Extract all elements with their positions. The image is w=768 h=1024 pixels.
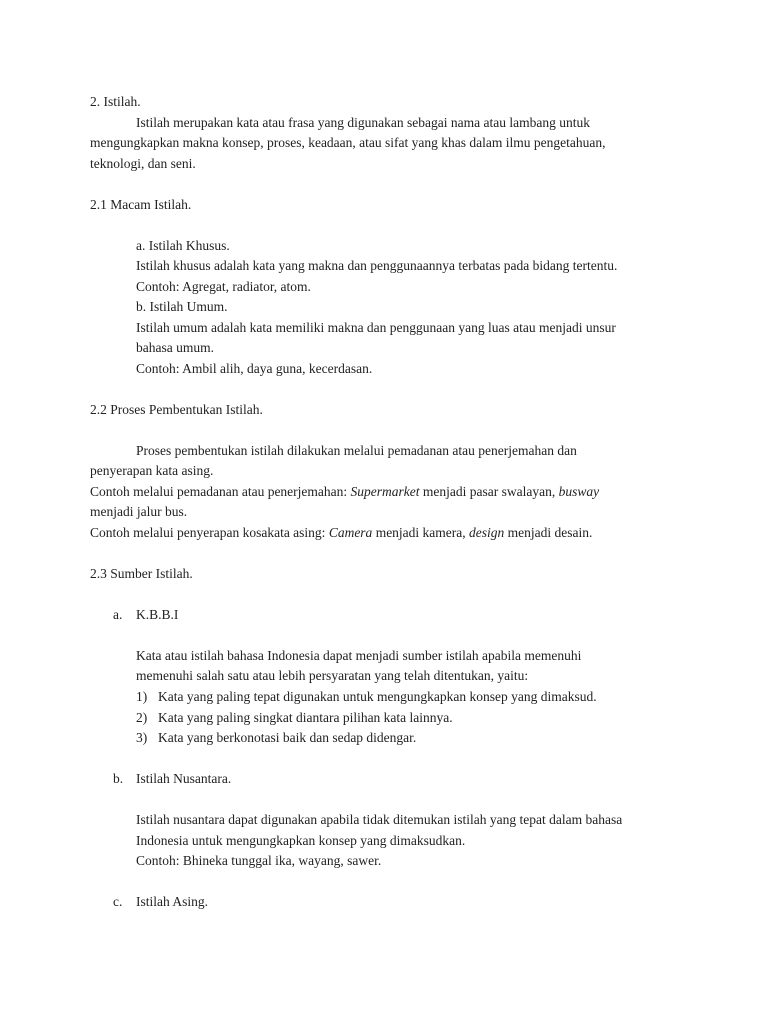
pemadanan-mid: menjadi pasar swalayan, (419, 484, 559, 499)
list-marker-b: b. (113, 771, 124, 786)
section-2-2-para-line-2: penyerapan kata asing. (90, 463, 214, 478)
section-2-para-line-2: mengungkapkan makna konsep, proses, keadaan, atau sifat yang khas dalam ilmu pengetahuan, (90, 135, 606, 150)
penyerapan-example (90, 523, 592, 543)
istilah-umum-title: b. Istilah Umum. (136, 299, 228, 314)
pemadanan-term-supermarket: Supermarket (350, 484, 420, 499)
istilah-khusus-title: a. Istilah Khusus. (136, 238, 230, 253)
section-2-1-heading: 2.1 Macam Istilah. (90, 197, 192, 212)
nusantara-para-line-2: Indonesia untuk mengungkapkan konsep yang dimaksudkan. (136, 833, 466, 848)
pemadanan-prefix: Contoh melalui pemadanan atau penerjemahan: (90, 484, 351, 499)
requirement-1-text: Kata yang paling tepat digunakan untuk mengungkapkan konsep yang dimaksud. (158, 689, 597, 704)
requirement-2-number: 2) (136, 710, 148, 725)
kbbi-para-line-1: Kata atau istilah bahasa Indonesia dapat menjadi sumber istilah apabila memenuhi (136, 648, 582, 663)
penyerapan-mid: menjadi kamera, (372, 525, 470, 540)
kbbi-para-line-2: memenuhi salah satu atau lebih persyaratan yang telah ditentukan, yaitu: (136, 668, 529, 683)
istilah-khusus-definition: Istilah khusus adalah kata yang makna dan penggunaannya terbatas pada bidang tertentu. (136, 258, 618, 273)
pemadanan-term-busway: busway (558, 484, 600, 499)
istilah-umum-definition-line-1: Istilah umum adalah kata memiliki makna dan penggunaan yang luas atau menjadi unsur (136, 320, 616, 335)
requirement-2-text: Kata yang paling singkat diantara pilihan kata lainnya. (158, 710, 453, 725)
section-2-2-para-line-1: Proses pembentukan istilah dilakukan melalui pemadanan atau penerjemahan dan (136, 443, 577, 458)
istilah-umum-example: Contoh: Ambil alih, daya guna, kecerdasan. (136, 361, 373, 376)
istilah-khusus-example: Contoh: Agregat, radiator, atom. (136, 279, 311, 294)
requirement-3-text: Kata yang berkonotasi baik dan sedap didengar. (158, 730, 417, 745)
list-marker-a: a. (113, 607, 123, 622)
pemadanan-example-line-1 (90, 482, 599, 502)
penyerapan-term-camera: Camera (328, 525, 373, 540)
penyerapan-suffix: menjadi desain. (504, 525, 593, 540)
requirement-3-number: 3) (136, 730, 148, 745)
pemadanan-example-line-2: menjadi jalur bus. (90, 504, 188, 519)
kbbi-title: K.B.B.I (136, 607, 179, 622)
asing-title: Istilah Asing. (136, 894, 209, 909)
section-2-para-line-1: Istilah merupakan kata atau frasa yang digunakan sebagai nama atau lambang untuk (136, 115, 590, 130)
nusantara-title: Istilah Nusantara. (136, 771, 232, 786)
section-2-para-line-3: teknologi, dan seni. (90, 156, 196, 171)
penyerapan-term-design: design (469, 525, 505, 540)
section-2-2-heading: 2.2 Proses Pembentukan Istilah. (90, 402, 263, 417)
section-2-heading: 2. Istilah. (90, 94, 141, 109)
nusantara-example: Contoh: Bhineka tunggal ika, wayang, sawer. (136, 853, 382, 868)
section-2-3-heading: 2.3 Sumber Istilah. (90, 566, 193, 581)
nusantara-para-line-1: Istilah nusantara dapat digunakan apabila tidak ditemukan istilah yang tepat dalam bahasa (136, 812, 623, 827)
list-marker-c: c. (113, 894, 123, 909)
istilah-umum-definition-line-2: bahasa umum. (136, 340, 214, 355)
requirement-1-number: 1) (136, 689, 148, 704)
penyerapan-prefix: Contoh melalui penyerapan kosakata asing: (90, 525, 329, 540)
